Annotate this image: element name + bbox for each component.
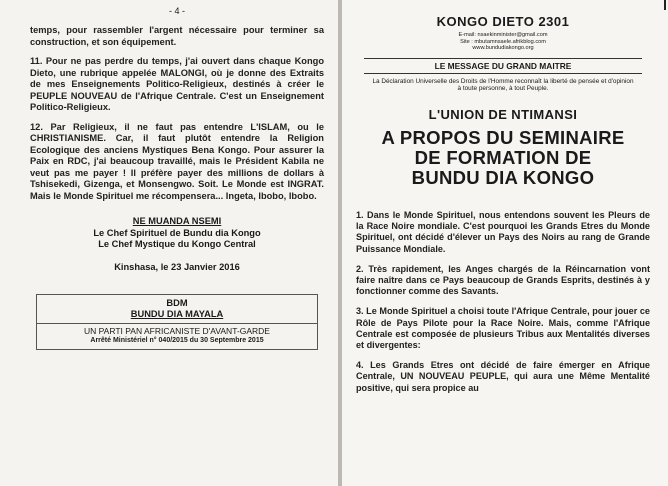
bdm-tagline: UN PARTI PAN AFRICANISTE D'AVANT-GARDE xyxy=(84,325,270,336)
edge-mark xyxy=(664,0,666,10)
right-page xyxy=(342,0,668,486)
paragraph-2: 2. Très rapidement, les Anges chargés de la Réincarnation vont faire naître dans ce Pays beaucoup de Grands Esprits, destinés à y fonctionner comme des Savants. xyxy=(356,263,650,297)
bdm-decree: Arrêté Ministériel n° 040/2015 du 30 Septembre 2015 xyxy=(90,336,264,344)
contact-web: www.bundudiakongo.org xyxy=(472,45,534,52)
masthead: KONGO DIETO 2301 xyxy=(436,14,570,29)
declaration-text: La Déclaration Universelle des Droits de l'Homme reconnaît la liberté de pensée et d'opinion à toute personne, à tout Peuple. xyxy=(372,77,634,93)
article-title-line-3: BUNDU DIA KONGO xyxy=(411,166,595,188)
page-number: - 4 - xyxy=(168,6,185,16)
article-title xyxy=(356,128,650,188)
article-body xyxy=(356,210,650,394)
contact-email: E-mail: nsaekinminister@gmail.com xyxy=(458,32,548,38)
signatory-title-1: Le Chef Spirituel de Bundu dia Kongo xyxy=(93,227,261,238)
contact-site: Site : mbutamnsaele.afrikblog.com xyxy=(460,38,546,45)
message-bar: LE MESSAGE DU GRAND MAITRE xyxy=(364,58,642,74)
bdm-acronym: BDM xyxy=(166,297,188,308)
article-title-line-2: DE FORMATION DE xyxy=(414,146,592,168)
paragraph-continued: temps, pour rassembler l'argent nécessaire pour terminer sa construction, et son équipement. xyxy=(30,25,324,47)
bdm-header xyxy=(37,295,317,324)
bdm-fullname: BUNDU DIA MAYALA xyxy=(130,308,224,319)
paragraph-11: 11. Pour ne pas perdre du temps, j'ai ouvert dans chaque Kongo Dieto, une rubrique appelée MALONGI, où je donne des Extraits de mes Enseignements Politico-Religieux, destinés à créer le PEUPLE NOUVEAU de l'Afrique Centrale. C'est un Enseignement Politico-Religieux. xyxy=(30,56,324,112)
bdm-body xyxy=(37,324,317,349)
date-line: Kinshasa, le 23 Janvier 2016 xyxy=(114,261,240,272)
signature-block xyxy=(30,216,324,251)
paragraph-4: 4. Les Grands Etres ont décidé de faire émerger en Afrique Centrale, UN NOUVEAU PEUPLE, qui aura une Même Mentalité positive, qui sera propice au xyxy=(356,360,650,393)
bdm-party-box xyxy=(36,294,318,350)
contact-block xyxy=(356,32,650,52)
paragraph-12: 12. Par Religieux, il ne faut pas entendre L'ISLAM, ou le CHRISTIANISME. Car, il faut plutôt entendre la Religion Ecologique des anciens Mystiques Bena Kongo. Pour assurer la Paix en RDC, j'ai beaucoup travaillé, mais le Président Kabila ne veut pas me payer ! Il préfère payer des millions de dollars à Tshisekedi, Gizenga, et Monsengwo. Soit. Le Monde est INGRAT. Mais le Monde Spirituel me récompensera... Ingeta, Ibobo, Ibobo. xyxy=(30,121,324,201)
paragraph-1: 1. Dans le Monde Spirituel, nous entendons souvent les Pleurs de la Race Noire mondiale. C'est pourquoi les Grands Etres du Monde Spirituel, ont décidé d'élever un Pays des Noirs au rang de Grande Puissance Mondiale. xyxy=(356,209,650,254)
paragraph-3: 3. Le Monde Spirituel a choisi toute l'Afrique Centrale, pour jouer ce Rôle de Pays Pilote pour la Race Noire. Mais, comme l'Afrique Centrale est composée de plusieurs Tribus aux Mentalités diverses et divergentes: xyxy=(356,306,650,350)
union-heading: L'UNION DE NTIMANSI xyxy=(428,106,578,122)
signatory-title-2: Le Chef Mystique du Kongo Central xyxy=(98,239,256,249)
signatory-name: NE MUANDA NSEMI xyxy=(132,216,222,226)
article-title-line-1: A PROPOS DU SEMINAIRE xyxy=(381,126,625,148)
